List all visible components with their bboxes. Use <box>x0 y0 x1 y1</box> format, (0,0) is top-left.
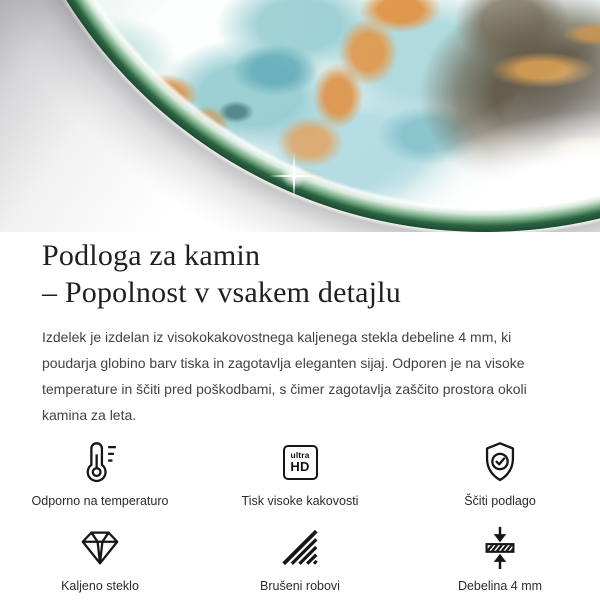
feature-print-quality <box>200 437 400 508</box>
title-line-1: Podloga za kamin <box>42 239 261 272</box>
ultra-hd-icon <box>283 437 318 487</box>
thermometer-icon <box>77 438 123 486</box>
feature-protects-surface <box>400 437 600 508</box>
feature-tempered-glass <box>0 522 200 593</box>
thickness-icon <box>477 522 523 572</box>
feature-label: Debelina 4 mm <box>457 579 543 594</box>
title-line-2: – Popolnost v vsakem detajlu <box>42 275 401 309</box>
product-image <box>0 0 600 232</box>
feature-thickness <box>400 522 600 593</box>
product-description: Izdelek je izdelan iz visokokakovostnega kaljenega stekla debeline 4 mm, ki poudarja globino barv tiska in zagotavlja eleganten sijaj. Odporen je na visoke temperature in ščiti pred poškodbami, s čimer zagotavlja zaščito prostora okoli kamina za leta. <box>42 329 527 424</box>
glass-panel-art <box>0 0 600 232</box>
shield-check-icon <box>477 437 523 487</box>
feature-label: Tisk visoke kakovosti <box>241 494 359 509</box>
feature-label: Odporno na temperaturo <box>31 494 169 509</box>
features-grid <box>0 437 600 593</box>
ultra-hd-icon <box>283 445 318 480</box>
feature-label: Kaljeno steklo <box>61 579 139 594</box>
feature-polished-edges <box>200 522 400 593</box>
beveled-edge-icon <box>277 524 323 570</box>
beveled-edge-icon <box>277 522 323 572</box>
feature-temperature-resistance <box>0 437 200 508</box>
page-title <box>0 238 600 311</box>
thickness-icon <box>477 523 523 571</box>
feature-label: Ščiti podlago <box>464 494 536 509</box>
sparkle-highlight <box>276 158 312 194</box>
diamond-icon <box>77 522 123 572</box>
thermometer-icon <box>77 437 123 487</box>
feature-label: Brušeni robovi <box>260 579 340 594</box>
diamond-icon <box>77 524 123 570</box>
ultra-hd-text-bottom: HD <box>290 458 310 474</box>
ultra-hd-text-top: ultra <box>290 450 310 461</box>
shield-check-icon <box>477 438 523 486</box>
